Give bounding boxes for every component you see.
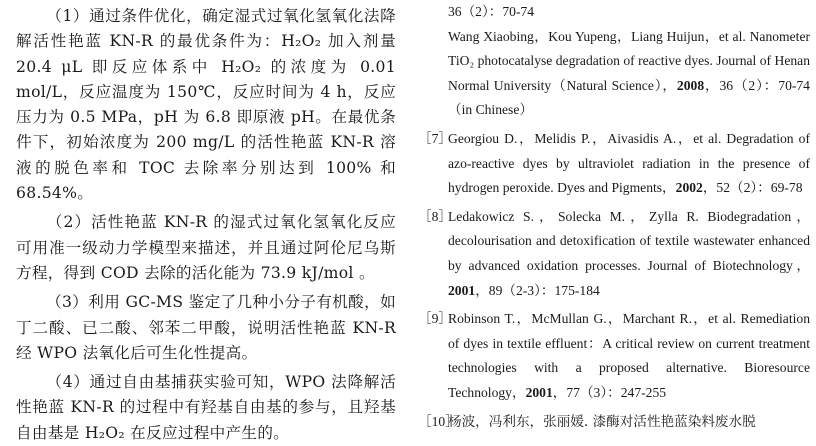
- reference-number: ［8］: [418, 208, 452, 224]
- reference-7: ［7］ Georgiou D.，Melidis P.，Aivasidis A.，et al. Degradation of azo-reactive dyes by ultraviolet radiation in the presence of hydrogen peroxide. Dyes and Pigments，2002，52（2）：69-78: [418, 127, 810, 201]
- conclusion-paragraph-3: （3）利用 GC-MS 鉴定了几种小分子有机酸，如丁二酸、已二酸、邻苯二甲酸，说明活性艳蓝 KN-R 经 WPO 法氧化后可生化性提高。: [16, 293, 396, 362]
- reference-8: ［8］ Ledakowicz S.，Solecka M.，Zylla R. Biodegradation，decolourisation and detoxification of textile wastewater enhanced by advanced oxidation processes. Journal of Biotechnology，2001，89（2-3）：175-184: [418, 205, 810, 303]
- conclusion-paragraph-4: （4）通过自由基捕获实验可知，WPO 法降解活性艳蓝 KN-R 的过程中有羟基自由基的参与，且羟基自由基是 H₂O₂ 在反应过程中产生的。: [16, 373, 396, 442]
- references-column: [418, 0, 814, 438]
- reference-number: ［9］: [418, 311, 452, 327]
- reference-number: ［7］: [418, 130, 452, 146]
- reference-6-line1: 36（2）：70-74: [448, 4, 535, 19]
- reference-number: ［10］: [418, 413, 459, 429]
- conclusion-paragraph-1: （1）通过条件优化，确定湿式过氧化氢氧化法降 解活性艳蓝 KN-R 的最优条件为：H₂O₂ 加入剂量20.4 μL 即反应体系中 H₂O₂ 的浓度为 0.01 mol/L，反应温度为 150℃，反应时间为 4 h，反应压力为 0.5 MPa，pH 为 6.8 即原液 pH。在最优条件下，初始浓度为 200 mg/L 的活性艳蓝 KN-R 溶液的脱色率和 TOC 去除率分别达到 100% 和 68.54%。: [16, 7, 397, 203]
- reference-9: ［9］ Robinson T.，McMullan G.，Marchant R.，et al. Remediation of dyes in textile effluent：A critical review on current treatment technologies with a proposed alternative. Bioresource Technology，2001，77（3）：247-255: [418, 307, 810, 405]
- reference-6-continuation: [418, 0, 810, 123]
- reference-6-english: Wang Xiaobing，Kou Yupeng，Liang Huijun，et al. Nanometer TiO₂ photocatalyse degradation of reactive dyes. Journal of Henan Normal University（Natural Science），2008，36（2）：70-74（in Chinese）: [448, 28, 810, 118]
- conclusion-paragraph-2: （2）活性艳蓝 KN-R 的湿式过氧化氢氧化反应可用准一级动力学模型来描述，并且通过阿伦尼乌斯方程，得到 COD 去除的活化能为 73.9 kJ/mol 。: [16, 213, 396, 282]
- reference-10: ［10］ 杨波，冯利东，张丽媛. 漆酶对活性艳蓝染料废水脱: [418, 410, 810, 435]
